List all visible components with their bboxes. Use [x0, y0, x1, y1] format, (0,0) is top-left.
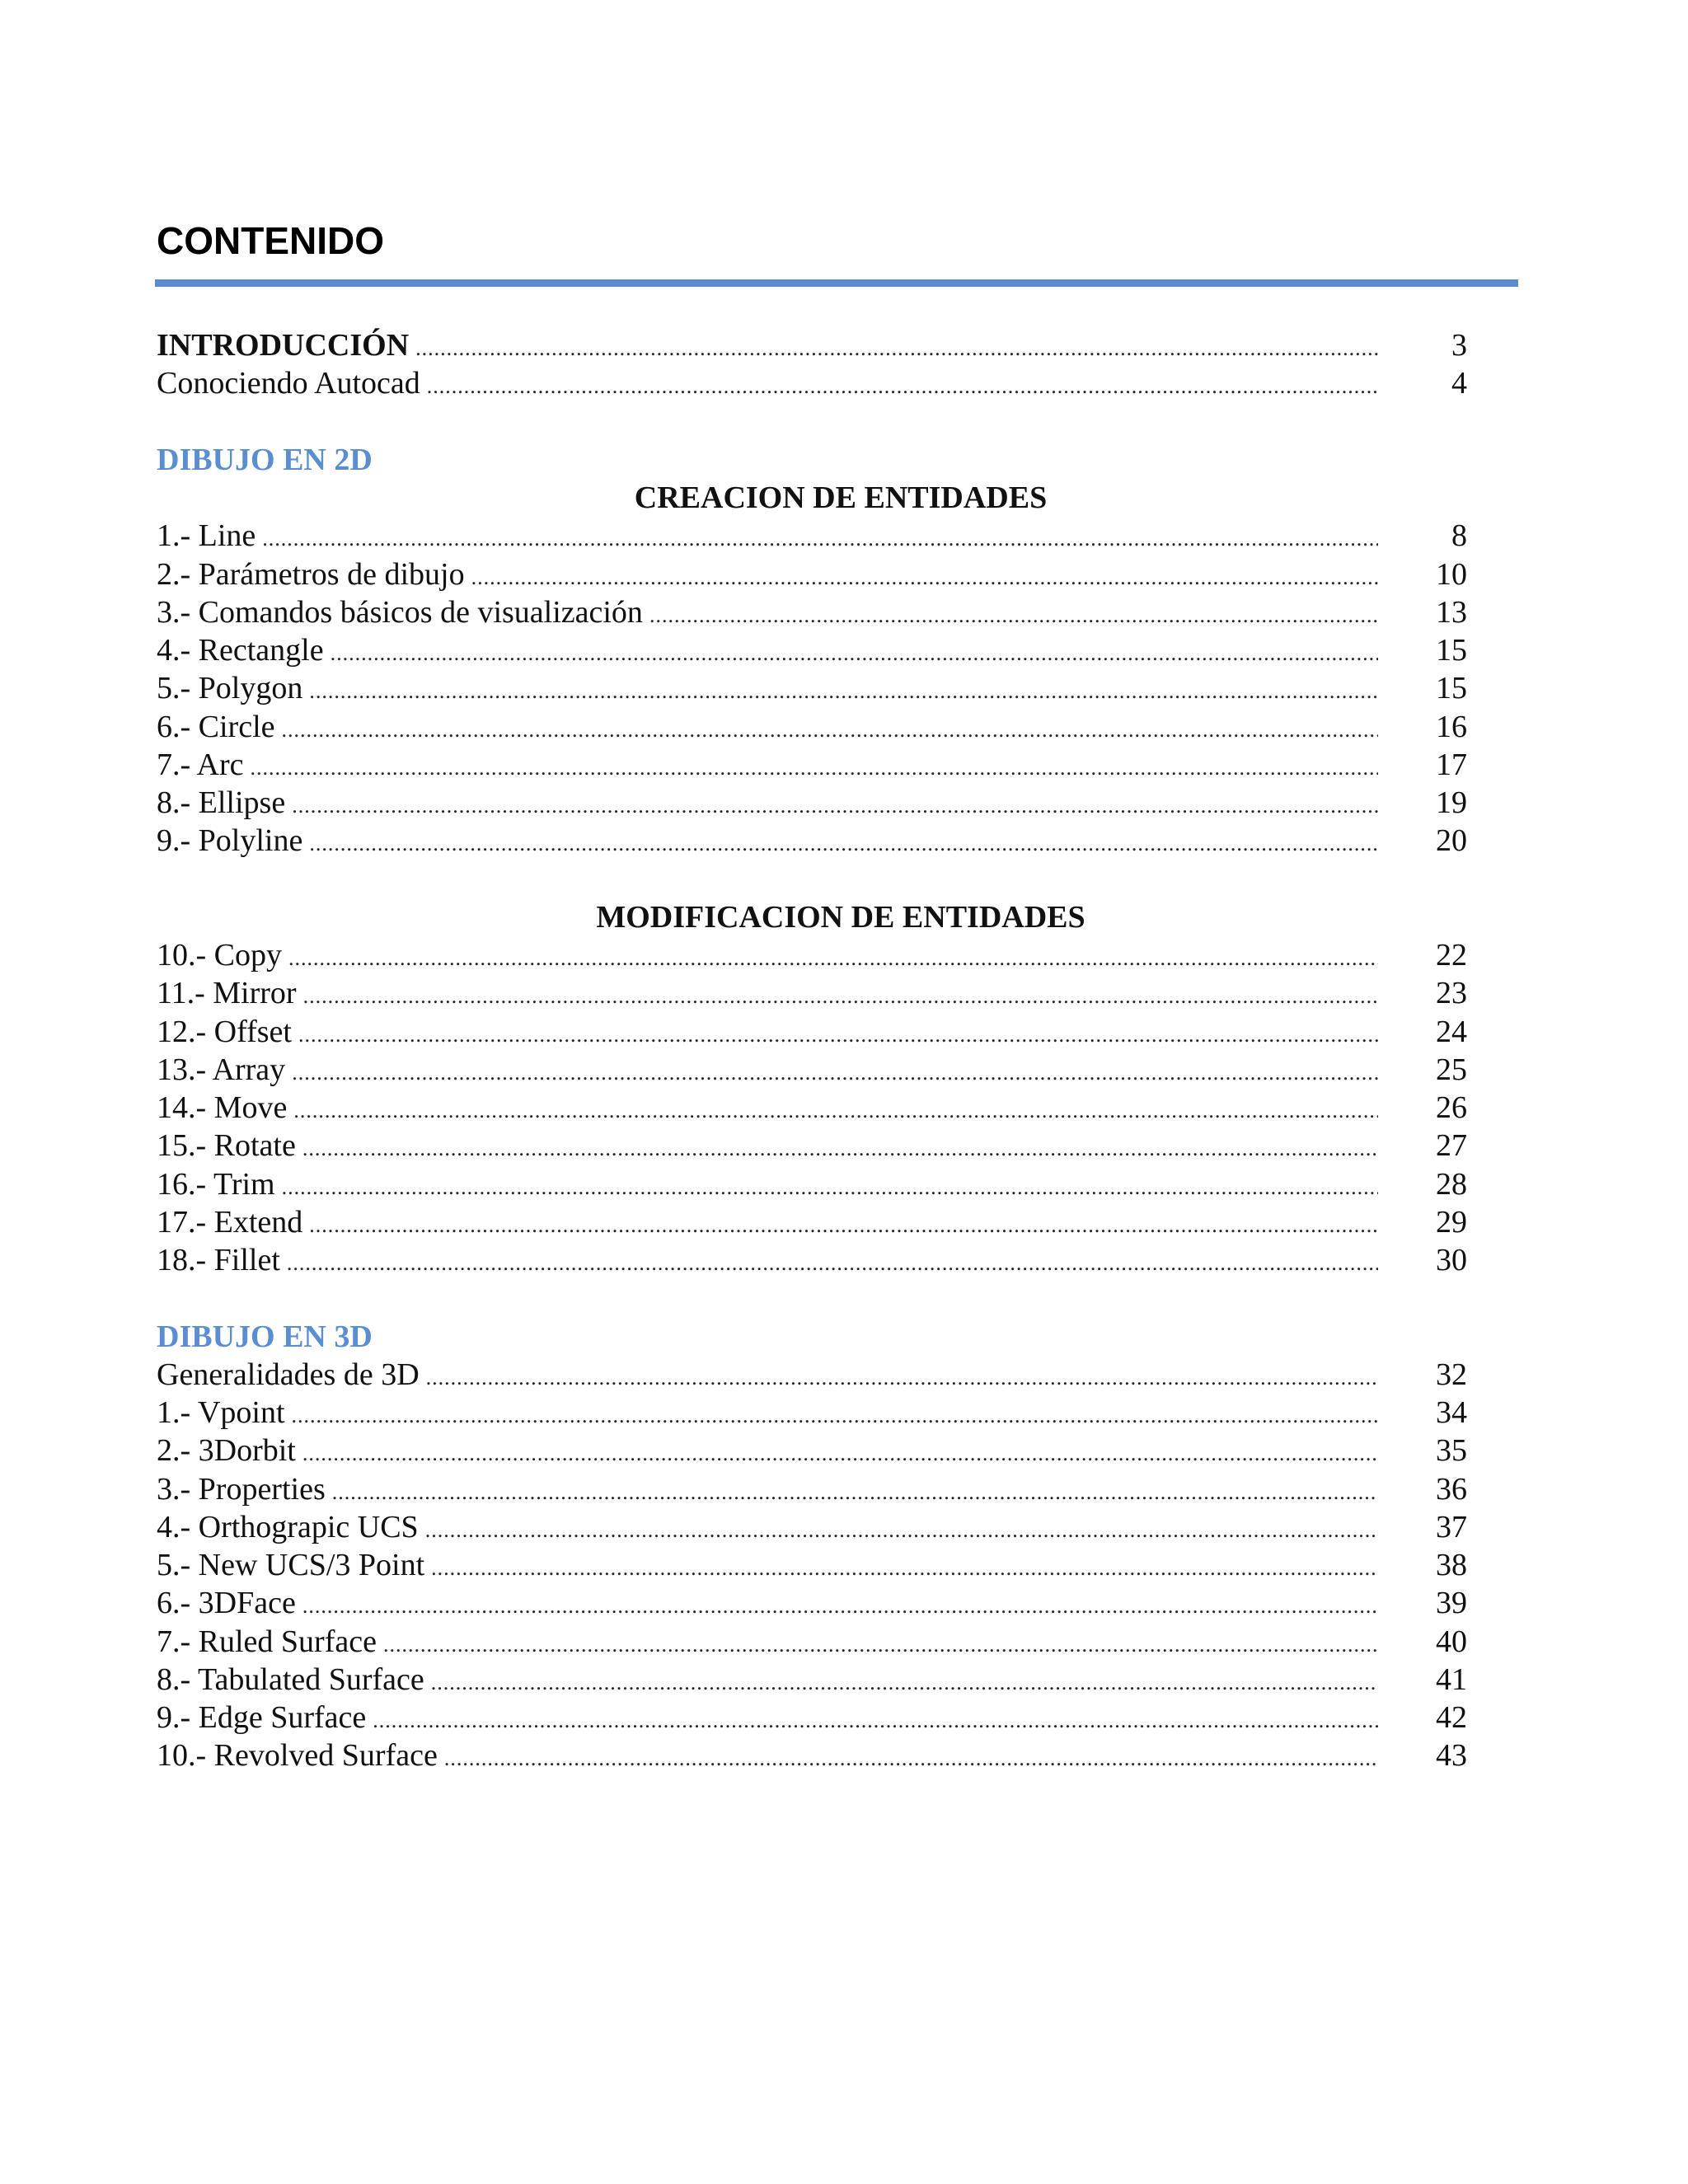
- toc-entry-page: 15: [1436, 671, 1467, 706]
- spacer: [157, 860, 1467, 898]
- toc-entry-label: 5.- Polygon: [157, 671, 303, 706]
- toc-entry-page: 30: [1436, 1243, 1467, 1277]
- toc-entry-label: 10.- Revolved Surface: [157, 1738, 438, 1774]
- toc-entry-label: INTRODUCCIÓN: [157, 328, 410, 363]
- toc-entry-page: 13: [1436, 594, 1467, 630]
- dot-leader: [293, 1092, 1378, 1130]
- dot-leader: [292, 1397, 1378, 1435]
- toc-entry-page: 37: [1436, 1509, 1467, 1544]
- toc-entry-page: 16: [1436, 709, 1467, 744]
- toc-entry[interactable]: [157, 1165, 1467, 1203]
- toc-entry-label: 4.- Rectangle: [157, 633, 324, 668]
- dot-leader: [427, 368, 1378, 405]
- modificacion-list: [157, 936, 1467, 1279]
- toc-entry-page: 34: [1436, 1395, 1467, 1430]
- dot-leader: [471, 559, 1378, 597]
- dot-leader: [383, 1626, 1378, 1664]
- dot-leader: [373, 1702, 1378, 1740]
- toc-entry-page: 35: [1436, 1433, 1467, 1469]
- dot-leader: [298, 1016, 1378, 1054]
- toc-entry-label: 9.- Edge Surface: [157, 1700, 367, 1735]
- spacer: [157, 403, 1467, 441]
- dot-leader: [431, 1664, 1378, 1702]
- toc-entry-label: Conociendo Autocad: [157, 366, 420, 401]
- toc-entry-label: 4.- Orthograpic UCS: [157, 1509, 419, 1544]
- toc-entry-page: 19: [1436, 785, 1467, 820]
- toc-entry-page: 36: [1436, 1471, 1467, 1507]
- toc-entry[interactable]: [157, 1356, 1467, 1394]
- toc-entry-label: 11.- Mirror: [157, 976, 297, 1011]
- dot-leader: [287, 1244, 1378, 1282]
- toc-entry-page: 20: [1436, 823, 1467, 859]
- toc-entry[interactable]: [157, 517, 1467, 555]
- dot-leader: [444, 1740, 1378, 1778]
- toc-entry[interactable]: [157, 631, 1467, 669]
- toc-entry-label: 1.- Line: [157, 518, 256, 554]
- toc-entry[interactable]: [157, 1241, 1467, 1279]
- toc-entry-introduccion[interactable]: [157, 326, 1467, 364]
- toc-entry-label: 15.- Rotate: [157, 1128, 296, 1164]
- toc-entry[interactable]: [157, 1699, 1467, 1736]
- toc-entry-label: 12.- Offset: [157, 1014, 292, 1049]
- toc-entry-label: 5.- New UCS/3 Point: [157, 1548, 425, 1582]
- toc-entry-label: 2.- Parámetros de dibujo: [157, 556, 465, 592]
- dot-leader: [302, 1130, 1378, 1168]
- dot-leader: [251, 749, 1378, 787]
- dot-leader: [309, 1207, 1378, 1244]
- toc-entry-page: 15: [1436, 633, 1467, 668]
- toc-entry-label: 1.- Vpoint: [157, 1395, 285, 1430]
- subheading-modificacion: MODIFICACION DE ENTIDADES: [596, 899, 1085, 935]
- toc-entry[interactable]: [157, 784, 1467, 822]
- toc-entry[interactable]: [157, 746, 1467, 784]
- toc-entry-label: 6.- Circle: [157, 709, 275, 744]
- toc-entry-page: 38: [1436, 1548, 1467, 1582]
- dot-leader: [426, 1359, 1378, 1397]
- dot-leader: [288, 940, 1378, 977]
- toc-entry-label: 17.- Extend: [157, 1204, 303, 1240]
- toc-entry-page: 4: [1451, 366, 1467, 401]
- toc-entry[interactable]: [157, 1661, 1467, 1699]
- toc-entry[interactable]: [157, 1470, 1467, 1508]
- toc-entry-label: 6.- 3DFace: [157, 1586, 296, 1621]
- toc-entry-label: 18.- Fillet: [157, 1243, 280, 1277]
- toc-entry[interactable]: [157, 1394, 1467, 1432]
- title-rule: [155, 279, 1518, 287]
- toc-entry[interactable]: [157, 1508, 1467, 1546]
- toc-entry[interactable]: [157, 1051, 1467, 1089]
- page-title: CONTENIDO: [157, 219, 384, 262]
- dot-leader: [292, 787, 1378, 825]
- toc-entry-page: 10: [1436, 556, 1467, 592]
- toc-entry[interactable]: [157, 974, 1467, 1012]
- table-of-contents: [157, 326, 1467, 1775]
- dot-leader: [415, 330, 1378, 368]
- toc-entry-page: 41: [1436, 1661, 1467, 1697]
- dot-leader: [302, 1435, 1378, 1473]
- dot-leader: [282, 1169, 1378, 1207]
- toc-entry-page: 39: [1436, 1586, 1467, 1621]
- toc-entry-label: 3.- Comandos básicos de visualización: [157, 594, 643, 630]
- section-heading-3d: DIBUJO EN 3D: [157, 1319, 373, 1354]
- toc-entry-page: 26: [1436, 1090, 1467, 1125]
- toc-entry[interactable]: [157, 593, 1467, 631]
- toc-entry-label: 8.- Tabulated Surface: [157, 1661, 424, 1697]
- creacion-list: [157, 517, 1467, 860]
- toc-entry-label: 3.- Properties: [157, 1471, 326, 1507]
- dot-leader: [302, 1587, 1378, 1625]
- dot-leader: [303, 977, 1378, 1015]
- dot-leader: [649, 597, 1378, 635]
- toc-entry-label: 7.- Ruled Surface: [157, 1624, 377, 1659]
- toc-entry[interactable]: [157, 1546, 1467, 1584]
- toc-entry[interactable]: [157, 1623, 1467, 1661]
- toc-entry[interactable]: [157, 555, 1467, 593]
- toc-entry-page: 25: [1436, 1052, 1467, 1087]
- toc-entry[interactable]: [157, 1203, 1467, 1241]
- toc-entry-page: 42: [1436, 1700, 1467, 1735]
- toc-entry-page: 8: [1451, 518, 1467, 554]
- toc-entry-label: 16.- Trim: [157, 1166, 275, 1202]
- toc-entry[interactable]: [157, 1432, 1467, 1469]
- toc-entry[interactable]: [157, 1127, 1467, 1165]
- toc-entry[interactable]: [157, 1584, 1467, 1622]
- spacer: [157, 1279, 1467, 1317]
- dot-leader: [292, 1054, 1378, 1092]
- dot-leader: [309, 825, 1378, 863]
- toc-entry-page: 17: [1436, 747, 1467, 782]
- toc-entry-page: 22: [1436, 938, 1467, 972]
- dot-leader: [425, 1511, 1378, 1549]
- toc-entry-label: 7.- Arc: [157, 747, 244, 782]
- toc-entry-page: 3: [1451, 328, 1467, 363]
- toc-entry-page: 28: [1436, 1166, 1467, 1202]
- toc-entry[interactable]: [157, 1013, 1467, 1051]
- toc-entry[interactable]: [157, 822, 1467, 860]
- toc-entry-conociendo-autocad[interactable]: [157, 364, 1467, 402]
- toc-entry-page: 32: [1436, 1357, 1467, 1392]
- toc-entry-page: 27: [1436, 1128, 1467, 1164]
- toc-entry[interactable]: [157, 669, 1467, 707]
- dot-leader: [282, 711, 1378, 749]
- toc-entry-page: 23: [1436, 976, 1467, 1011]
- toc-entry[interactable]: [157, 1089, 1467, 1127]
- toc-entry-label: Generalidades de 3D: [157, 1357, 420, 1392]
- dot-leader: [262, 520, 1378, 558]
- dot-leader: [331, 635, 1378, 673]
- subheading-creacion: CREACION DE ENTIDADES: [634, 480, 1048, 515]
- toc-entry-page: 40: [1436, 1624, 1467, 1659]
- toc-entry-page: 43: [1436, 1738, 1467, 1774]
- dot-leader: [431, 1549, 1378, 1587]
- toc-entry[interactable]: [157, 936, 1467, 974]
- toc-entry-label: 2.- 3Dorbit: [157, 1433, 296, 1469]
- toc-entry-label: 9.- Polyline: [157, 823, 303, 859]
- section-heading-2d: DIBUJO EN 2D: [157, 442, 373, 477]
- dot-leader: [309, 673, 1378, 710]
- toc-entry-page: 24: [1436, 1014, 1467, 1049]
- toc-entry-label: 14.- Move: [157, 1090, 288, 1125]
- toc-entry[interactable]: [157, 1736, 1467, 1774]
- toc-entry-label: 10.- Copy: [157, 938, 282, 972]
- toc-entry-label: 8.- Ellipse: [157, 785, 286, 820]
- list-3d: [157, 1356, 1467, 1775]
- toc-entry-page: 29: [1436, 1204, 1467, 1240]
- dot-leader: [332, 1474, 1378, 1511]
- toc-entry-label: 13.- Array: [157, 1052, 286, 1087]
- toc-entry[interactable]: [157, 708, 1467, 746]
